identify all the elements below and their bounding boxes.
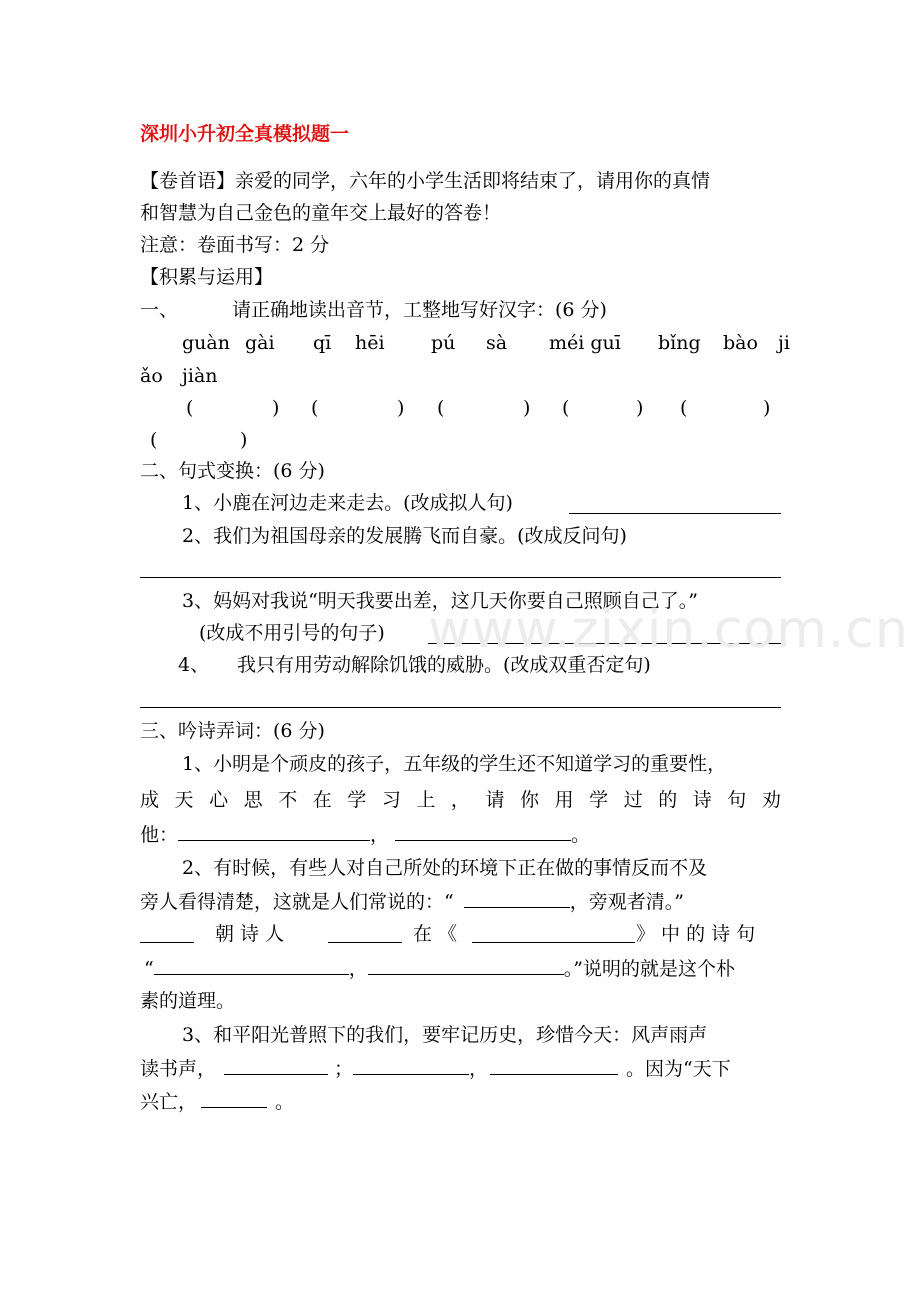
q3-item-3-blank-2[interactable] xyxy=(353,1056,469,1075)
intro-line-2: 和智慧为自己金色的童年交上最好的答卷！ xyxy=(140,202,502,224)
q3-poem-title-blank[interactable] xyxy=(472,942,635,943)
q3-poet-blank[interactable] xyxy=(328,942,402,943)
q2-heading: 二、句式变换：(6 分) xyxy=(140,460,325,482)
comma: ， xyxy=(370,824,390,846)
intro-line-1: 【卷首语】亲爱的同学，六年的小学生活即将结束了，请用你的真情 xyxy=(140,170,711,192)
answer-bracket-open-2: ( xyxy=(311,397,319,419)
answer-bracket-open-5: ( xyxy=(680,397,688,419)
q3-item-3-line-1: 3、和平阳光普照下的我们，要牢记历史，珍惜今天：风声雨声 xyxy=(182,1024,708,1046)
q1-pinyin-5: pú xyxy=(431,332,456,354)
q2-item-2-answer-line[interactable] xyxy=(140,577,781,578)
char: 习 xyxy=(381,789,401,811)
char: 心 xyxy=(209,789,229,811)
q3-item-3-blank-4[interactable] xyxy=(201,1089,267,1108)
char: 成 xyxy=(140,789,160,811)
q2-item-4-answer-line[interactable] xyxy=(140,707,781,708)
q2-item-2: 2、我们为祖国母亲的发展腾飞而自豪。(改成反问句) xyxy=(182,525,627,547)
q1-pinyin-11: ǎo xyxy=(140,365,163,387)
q1-pinyin-2: gài xyxy=(245,332,275,354)
comma: ， xyxy=(469,1058,489,1080)
semicolon: ； xyxy=(334,1058,354,1080)
answer-bracket-close-3: ) xyxy=(523,397,531,419)
answer-bracket-close-1: ) xyxy=(272,397,280,419)
answer-bracket-close-4: ) xyxy=(636,397,644,419)
q3-item-3-blank-3[interactable] xyxy=(490,1056,618,1075)
answer-bracket-open-1: ( xyxy=(186,397,194,419)
q3-item-2-line-4 xyxy=(144,956,735,981)
q1-pinyin-4: hēi xyxy=(355,332,385,354)
char: 你 xyxy=(520,789,540,811)
q1-pinyin-1: guàn xyxy=(182,332,230,354)
q3-item-3-text: 读书声， xyxy=(140,1058,217,1080)
handwriting-note: 注意：卷面书写：2 分 xyxy=(140,234,330,256)
q3-item-1-blank-2[interactable] xyxy=(395,822,571,841)
answer-bracket-open-3: ( xyxy=(437,397,445,419)
q3-item-1-prefix: 他： xyxy=(140,824,179,846)
q1-pinyin-7: méi guī xyxy=(549,332,621,354)
q3-item-2-text-end: ，旁观者清。” xyxy=(569,891,684,913)
q3-item-2-text: 旁人看得清楚，这就是人们常说的：“ xyxy=(140,891,454,913)
char: 请 xyxy=(485,789,505,811)
q3-item-3-text-2: 兴亡， xyxy=(140,1091,198,1113)
q2-item-4-number: 4、 xyxy=(178,654,210,676)
char: 思 xyxy=(243,789,263,811)
q1-pinyin-8: bǐng xyxy=(658,332,701,354)
q3-item-2-poem-text: 》 中 的 诗 句 xyxy=(636,923,756,945)
char: ， xyxy=(450,789,470,811)
answer-bracket-close-5: ) xyxy=(763,397,771,419)
q1-pinyin-10: ji xyxy=(778,332,790,354)
char: 学 xyxy=(589,789,609,811)
q3-item-1-line-3 xyxy=(140,822,590,847)
comma: ， xyxy=(348,958,368,980)
open-quote: “ xyxy=(144,958,154,980)
q3-item-1-line-1: 1、小明是个顽皮的孩子，五年级的学生还不知道学习的重要性， xyxy=(182,753,727,775)
q2-item-3-line-2: (改成不用引号的句子) xyxy=(199,622,385,644)
q3-heading: 三、吟诗弄词：(6 分) xyxy=(140,720,325,742)
char: 不 xyxy=(278,789,298,811)
q3-item-2-line-5: 素的道理。 xyxy=(140,990,236,1012)
char: 上 xyxy=(416,789,436,811)
q3-item-2-in-text: 在 《 xyxy=(413,923,458,945)
char: 用 xyxy=(554,789,574,811)
q1-pinyin-9: bào xyxy=(723,332,758,354)
q3-item-2-blank-1[interactable] xyxy=(464,889,570,908)
q3-item-2-blank-2[interactable] xyxy=(154,956,349,975)
q2-item-1-answer-line[interactable] xyxy=(569,513,781,514)
char: 在 xyxy=(312,789,332,811)
q3-item-2-line-1: 2、有时候，有些人对自己所处的环境下正在做的事情反而不及 xyxy=(182,857,708,879)
q3-item-2-line-2 xyxy=(140,889,684,914)
q1-pinyin-12: jiàn xyxy=(182,365,218,387)
answer-bracket-open-4: ( xyxy=(562,397,570,419)
answer-bracket-open-6: ( xyxy=(150,429,158,451)
watermark: www.zixin.com.cn xyxy=(428,600,909,660)
period: 。 xyxy=(571,824,591,846)
period: 。 xyxy=(275,1091,295,1113)
q3-dynasty-blank[interactable] xyxy=(140,942,194,943)
q3-item-1-line-2 xyxy=(140,788,781,812)
char: 劝 xyxy=(761,789,781,811)
char: 学 xyxy=(347,789,367,811)
q1-pinyin-6: sà xyxy=(486,332,508,354)
q3-item-2-line-4-end: 。”说明的就是这个朴 xyxy=(563,958,735,980)
q3-item-2-blank-3[interactable] xyxy=(368,956,564,975)
answer-bracket-close-6: ) xyxy=(240,429,248,451)
char: 过 xyxy=(623,789,643,811)
q1-pinyin-3: qī xyxy=(313,332,332,354)
q2-item-3-line-1: 3、妈妈对我说“明天我要出差，这几天你要自己照顾自己了。” xyxy=(182,590,699,612)
q3-item-3-line-2 xyxy=(140,1056,731,1081)
q2-item-4: 我只有用劳动解除饥饿的威胁。(改成双重否定句) xyxy=(237,654,651,676)
q3-item-2-dynasty-text: 朝 诗 人 xyxy=(215,923,285,945)
section-heading: 【积累与运用】 xyxy=(140,266,274,288)
exam-title: 深圳小升初全真模拟题一 xyxy=(140,123,350,145)
char: 诗 xyxy=(692,789,712,811)
char: 的 xyxy=(658,789,678,811)
q1-number: 一、 xyxy=(140,299,179,321)
q3-item-3-line-3 xyxy=(140,1089,294,1114)
answer-bracket-close-2: ) xyxy=(397,397,405,419)
q1-text: 请正确地读出音节，工整地写好汉字：(6 分) xyxy=(232,299,607,321)
char: 句 xyxy=(727,789,747,811)
q3-item-3-blank-1[interactable] xyxy=(224,1056,328,1075)
q3-item-1-blank-1[interactable] xyxy=(178,822,370,841)
q3-item-3-line-2-end: 。因为“天下 xyxy=(626,1058,731,1080)
char: 天 xyxy=(174,789,194,811)
q2-item-1: 1、小鹿在河边走来走去。(改成拟人句) xyxy=(182,492,513,514)
